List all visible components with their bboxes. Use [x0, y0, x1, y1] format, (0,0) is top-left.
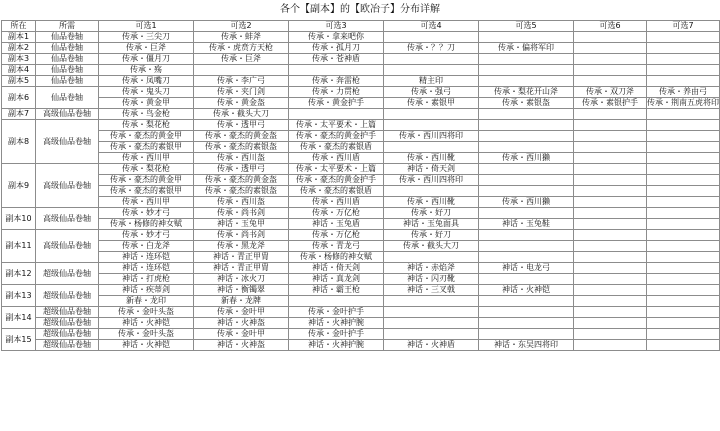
item-cell — [647, 230, 720, 241]
item-cell — [647, 164, 720, 175]
item-cell: 传承・西川甲 — [99, 153, 194, 164]
header-row — [2, 21, 720, 32]
need-cell: 超级仙品卷轴 — [36, 285, 99, 307]
place-cell: 副本15 — [2, 329, 36, 351]
table-row — [2, 285, 720, 296]
item-cell: 传承・妙才弓 — [99, 208, 194, 219]
table-row — [2, 329, 720, 340]
item-cell: 传承・西川甲 — [99, 197, 194, 208]
table-row — [2, 120, 720, 131]
item-cell: 传承・夹门剑 — [194, 87, 289, 98]
item-cell: 传承・豪杰的黄金盔 — [194, 175, 289, 186]
item-cell — [574, 120, 647, 131]
item-cell: 传承・？？刀 — [384, 43, 479, 54]
item-cell — [479, 142, 574, 153]
item-cell — [479, 307, 574, 318]
item-cell: 传承・素银护手 — [574, 98, 647, 109]
item-cell — [647, 219, 720, 230]
item-cell: 传承・蚌斧 — [194, 32, 289, 43]
table-row — [2, 230, 720, 241]
need-cell: 仙品卷轴 — [36, 87, 99, 109]
item-cell: 传承・黄金盔 — [194, 98, 289, 109]
page-title: 各个【副本】的【欧冶子】分布详解 — [280, 4, 440, 15]
item-cell: 传承・养由弓 — [647, 87, 720, 98]
item-cell — [647, 307, 720, 318]
item-cell: 传承・好刀 — [384, 230, 479, 241]
item-cell — [289, 65, 384, 76]
item-cell — [647, 76, 720, 87]
item-cell: 传承・青龙弓 — [289, 241, 384, 252]
item-cell — [647, 241, 720, 252]
item-cell: 神话・倚天剑 — [289, 263, 384, 274]
item-cell: 神话・火神铠 — [99, 340, 194, 351]
item-cell — [479, 164, 574, 175]
item-cell — [574, 296, 647, 307]
item-cell — [479, 175, 574, 186]
column-header: 可选1 — [99, 21, 194, 32]
table-row — [2, 274, 720, 285]
table-row — [2, 43, 720, 54]
item-cell: 传承・西川獭 — [479, 153, 574, 164]
place-cell: 副本8 — [2, 120, 36, 164]
item-cell — [479, 109, 574, 120]
table-row — [2, 318, 720, 329]
table-row — [2, 32, 720, 43]
item-cell — [479, 296, 574, 307]
item-cell: 神话・玉兔盾 — [289, 219, 384, 230]
item-cell: 神话・火神护腕 — [289, 318, 384, 329]
need-cell: 仙品卷轴 — [36, 32, 99, 43]
need-cell: 高级仙品卷轴 — [36, 230, 99, 263]
item-cell — [479, 230, 574, 241]
item-cell — [384, 252, 479, 263]
place-cell: 副本3 — [2, 54, 36, 65]
item-cell: 传承・虎贲方天枪 — [194, 43, 289, 54]
item-cell — [479, 65, 574, 76]
item-cell — [647, 197, 720, 208]
item-cell: 传承・素银甲 — [384, 98, 479, 109]
item-cell: 传承・西川四将印 — [384, 175, 479, 186]
item-cell — [647, 142, 720, 153]
item-cell — [289, 296, 384, 307]
item-cell — [574, 32, 647, 43]
item-cell — [574, 142, 647, 153]
item-cell — [479, 120, 574, 131]
item-cell: 传承・万亿枪 — [289, 208, 384, 219]
table-row — [2, 340, 720, 351]
item-cell: 传承・豪杰的黄金护手 — [289, 131, 384, 142]
column-header: 可选4 — [384, 21, 479, 32]
item-cell: 传承・西川靴 — [384, 197, 479, 208]
item-cell — [647, 329, 720, 340]
item-cell — [574, 252, 647, 263]
distribution-table — [1, 20, 720, 351]
item-cell: 传承・巨斧 — [194, 54, 289, 65]
item-cell — [574, 186, 647, 197]
table-row — [2, 197, 720, 208]
item-cell — [574, 43, 647, 54]
item-cell — [384, 296, 479, 307]
item-cell: 传承・豪杰的素银盔 — [194, 186, 289, 197]
item-cell: 传承・妙才弓 — [99, 230, 194, 241]
item-cell: 传承・黄金甲 — [99, 98, 194, 109]
place-cell: 副本1 — [2, 32, 36, 43]
item-cell — [384, 186, 479, 197]
item-cell: 传承・透甲弓 — [194, 120, 289, 131]
need-cell: 高级仙品卷轴 — [36, 120, 99, 164]
item-cell: 传承・孤月刀 — [289, 43, 384, 54]
item-cell: 传承・截头大刀 — [194, 109, 289, 120]
item-cell — [574, 263, 647, 274]
need-cell: 超级仙品卷轴 — [36, 329, 99, 340]
item-cell: 传承・西川盾 — [289, 197, 384, 208]
item-cell — [384, 120, 479, 131]
item-cell: 传承・素银盔 — [479, 98, 574, 109]
place-cell: 副本4 — [2, 65, 36, 76]
item-cell — [647, 318, 720, 329]
item-cell — [574, 76, 647, 87]
item-cell — [574, 241, 647, 252]
item-cell — [647, 153, 720, 164]
table-row — [2, 252, 720, 263]
item-cell: 传承・黄金护手 — [289, 98, 384, 109]
item-cell: 神话・火神铠 — [479, 285, 574, 296]
item-cell: 传承・豪杰的黄金甲 — [99, 131, 194, 142]
table-row — [2, 263, 720, 274]
item-cell: 新春・龙牌 — [194, 296, 289, 307]
item-cell: 传承・金叶甲 — [194, 329, 289, 340]
item-cell: 传承・偏将军印 — [479, 43, 574, 54]
item-cell: 神话・冰火刀 — [194, 274, 289, 285]
item-cell: 神话・闪刃靴 — [384, 274, 479, 285]
need-cell: 仙品卷轴 — [36, 54, 99, 65]
item-cell — [479, 186, 574, 197]
item-cell: 传承・李广弓 — [194, 76, 289, 87]
item-cell: 传承・鬼头刀 — [99, 87, 194, 98]
item-cell — [479, 252, 574, 263]
item-cell — [479, 329, 574, 340]
item-cell — [384, 65, 479, 76]
item-cell: 传承・豪杰的黄金甲 — [99, 175, 194, 186]
item-cell: 传承・西川盔 — [194, 153, 289, 164]
item-cell: 神话・火神盔 — [194, 340, 289, 351]
item-cell: 传承・西川盔 — [194, 197, 289, 208]
table-row — [2, 98, 720, 109]
item-cell — [647, 285, 720, 296]
item-cell — [647, 120, 720, 131]
table-row — [2, 131, 720, 142]
item-cell: 传承・苍神盾 — [289, 54, 384, 65]
item-cell — [574, 109, 647, 120]
place-cell: 副本14 — [2, 307, 36, 329]
item-cell: 传承・豪杰的黄金盔 — [194, 131, 289, 142]
table-row — [2, 87, 720, 98]
need-cell: 超级仙品卷轴 — [36, 318, 99, 329]
table-row — [2, 208, 720, 219]
item-cell — [479, 54, 574, 65]
item-cell: 传承・僵月刀 — [99, 54, 194, 65]
item-cell — [574, 329, 647, 340]
item-cell — [289, 109, 384, 120]
item-cell: 神话・火神盔 — [194, 318, 289, 329]
item-cell — [647, 186, 720, 197]
item-cell — [574, 219, 647, 230]
item-cell: 神话・打虎枪 — [99, 274, 194, 285]
table-body — [2, 32, 720, 351]
item-cell — [384, 109, 479, 120]
item-cell: 神话・青正甲胄 — [194, 252, 289, 263]
need-cell: 超级仙品卷轴 — [36, 263, 99, 285]
item-cell — [479, 131, 574, 142]
item-cell: 传承・尚书剑 — [194, 208, 289, 219]
item-cell — [647, 263, 720, 274]
item-cell: 传承・西川獭 — [479, 197, 574, 208]
item-cell — [647, 109, 720, 120]
item-cell: 传承・双刀斧 — [574, 87, 647, 98]
item-cell: 传承・金叶头盔 — [99, 329, 194, 340]
column-header: 可选5 — [479, 21, 574, 32]
item-cell — [574, 65, 647, 76]
item-cell — [574, 197, 647, 208]
table-row — [2, 186, 720, 197]
item-cell: 传承・万亿枪 — [289, 230, 384, 241]
item-cell: 传承・豪杰的素银甲 — [99, 186, 194, 197]
item-cell: 传承・凤嘴刀 — [99, 76, 194, 87]
need-cell: 仙品卷轴 — [36, 43, 99, 54]
item-cell — [384, 318, 479, 329]
item-cell: 神话・赤焰斧 — [384, 263, 479, 274]
item-cell — [194, 65, 289, 76]
item-cell: 传承・截头大刀 — [384, 241, 479, 252]
item-cell: 传承・好刀 — [384, 208, 479, 219]
item-cell — [479, 241, 574, 252]
place-cell: 副本5 — [2, 76, 36, 87]
item-cell: 神话・真龙剑 — [289, 274, 384, 285]
item-cell: 传承・杨修的神女赋 — [99, 219, 194, 230]
place-cell: 副本13 — [2, 285, 36, 307]
item-cell: 神话・玉兔鞋 — [479, 219, 574, 230]
item-cell: 传承・奔雷枪 — [289, 76, 384, 87]
item-cell: 传承・荆南五虎将印 — [647, 98, 719, 107]
need-cell: 超级仙品卷轴 — [36, 307, 99, 318]
item-cell — [647, 43, 720, 54]
item-cell: 神话・玉兔面具 — [384, 219, 479, 230]
item-cell: 神话・连环铠 — [99, 263, 194, 274]
need-cell: 超级仙品卷轴 — [36, 340, 99, 351]
table-row — [2, 164, 720, 175]
item-cell: 传承・尚书剑 — [194, 230, 289, 241]
item-cell — [384, 54, 479, 65]
place-cell: 副本6 — [2, 87, 36, 109]
item-cell: 传承・殇 — [99, 65, 194, 76]
table-row — [2, 219, 720, 230]
item-cell — [479, 76, 574, 87]
item-cell: 传承・太平要术・上篇 — [289, 120, 384, 131]
place-cell: 副本10 — [2, 208, 36, 230]
item-cell — [574, 274, 647, 285]
place-cell: 副本9 — [2, 164, 36, 208]
table-row — [2, 109, 720, 120]
item-cell — [479, 318, 574, 329]
item-cell — [574, 230, 647, 241]
item-cell: 传承・杨修的神女赋 — [289, 252, 384, 263]
item-cell: 传承・金叶护手 — [289, 307, 384, 318]
item-cell: 新春・龙印 — [99, 296, 194, 307]
need-cell: 高级仙品卷轴 — [36, 164, 99, 208]
table-row — [2, 142, 720, 153]
item-cell: 传承・透甲弓 — [194, 164, 289, 175]
table-row — [2, 153, 720, 164]
item-cell: 传承・豪杰的素银盾 — [289, 142, 384, 153]
item-cell — [384, 329, 479, 340]
item-cell — [384, 32, 479, 43]
item-cell: 神话・火神铠 — [99, 318, 194, 329]
need-cell: 仙品卷轴 — [36, 65, 99, 76]
table-row — [2, 65, 720, 76]
item-cell: 神话・倚天剑 — [384, 164, 479, 175]
need-cell: 高级仙品卷轴 — [36, 109, 99, 120]
item-cell — [574, 208, 647, 219]
item-cell — [479, 32, 574, 43]
place-cell: 副本12 — [2, 263, 36, 285]
column-header: 所在 — [2, 21, 36, 32]
item-cell: 传承・鸟金枪 — [99, 109, 194, 120]
item-cell — [574, 164, 647, 175]
need-cell: 高级仙品卷轴 — [36, 208, 99, 230]
item-cell: 传承・力贯枪 — [289, 87, 384, 98]
item-cell: 神话・电龙弓 — [479, 263, 574, 274]
column-header: 可选3 — [289, 21, 384, 32]
table-row — [2, 241, 720, 252]
need-cell: 仙品卷轴 — [36, 76, 99, 87]
item-cell — [647, 252, 720, 263]
place-cell: 副本7 — [2, 109, 36, 120]
item-cell: 神话・连环铠 — [99, 252, 194, 263]
place-cell: 副本11 — [2, 230, 36, 263]
item-cell: 神话・衡镯翠 — [194, 285, 289, 296]
item-cell: 精主印 — [384, 76, 479, 87]
column-header: 可选6 — [574, 21, 647, 32]
item-cell — [574, 153, 647, 164]
item-cell: 传承・金叶甲 — [194, 307, 289, 318]
item-cell — [647, 340, 720, 351]
item-cell: 传承・强弓 — [384, 87, 479, 98]
item-cell — [647, 54, 720, 65]
item-cell — [574, 54, 647, 65]
item-cell — [647, 296, 720, 307]
item-cell — [479, 208, 574, 219]
item-cell: 神话・霸王枪 — [289, 285, 384, 296]
item-cell — [574, 340, 647, 351]
item-cell: 传承・豪杰的素银盔 — [194, 142, 289, 153]
item-cell: 传承・西川四将印 — [384, 131, 479, 142]
item-cell: 传承・巨斧 — [99, 43, 194, 54]
item-cell: 传承・豪杰的素银甲 — [99, 142, 194, 153]
item-cell — [574, 307, 647, 318]
item-cell — [647, 65, 720, 76]
item-cell: 传承・西川靴 — [384, 153, 479, 164]
item-cell: 传承・豪杰的黄金护手 — [289, 175, 384, 186]
column-header: 可选2 — [194, 21, 289, 32]
item-cell: 传承・三尖刀 — [99, 32, 194, 43]
table-row — [2, 307, 720, 318]
table-row — [2, 76, 720, 87]
item-cell: 神话・疾蒂剑 — [99, 285, 194, 296]
item-cell: 神话・三叉戟 — [384, 285, 479, 296]
item-cell — [574, 285, 647, 296]
item-cell: 传承・金叶头盔 — [99, 307, 194, 318]
item-cell: 传承・西川盾 — [289, 153, 384, 164]
item-cell: 传承・金叶护手 — [289, 329, 384, 340]
item-cell: 神话・东吴四将印 — [479, 340, 574, 351]
item-cell: 传承・梨花枪 — [99, 120, 194, 131]
item-cell — [574, 318, 647, 329]
item-cell — [574, 175, 647, 186]
table-row — [2, 54, 720, 65]
item-cell — [384, 307, 479, 318]
table-row — [2, 296, 720, 307]
item-cell: 神话・玉兔甲 — [194, 219, 289, 230]
table-row — [2, 175, 720, 186]
item-cell — [647, 32, 720, 43]
item-cell — [479, 274, 574, 285]
item-cell: 传承・拿来吧你 — [289, 32, 384, 43]
item-cell — [574, 131, 647, 142]
item-cell: 传承・黑龙斧 — [194, 241, 289, 252]
place-cell: 副本2 — [2, 43, 36, 54]
item-cell — [647, 274, 720, 285]
item-cell: 传承・豪杰的素银盾 — [289, 186, 384, 197]
item-cell — [647, 175, 720, 186]
column-header: 所需 — [36, 21, 99, 32]
item-cell — [647, 208, 720, 219]
item-cell: 神话・火神盾 — [384, 340, 479, 351]
item-cell: 传承・白龙斧 — [99, 241, 194, 252]
item-cell — [647, 131, 720, 142]
item-cell: 传承・梨花枪 — [99, 164, 194, 175]
item-cell — [384, 142, 479, 153]
item-cell: 传承・太平要术・上篇 — [289, 164, 384, 175]
item-cell: 传承・梨花开山斧 — [479, 87, 574, 98]
column-header: 可选7 — [647, 21, 720, 32]
item-cell: 神话・青正甲胄 — [194, 263, 289, 274]
item-cell: 神话・火神护腕 — [289, 340, 384, 351]
